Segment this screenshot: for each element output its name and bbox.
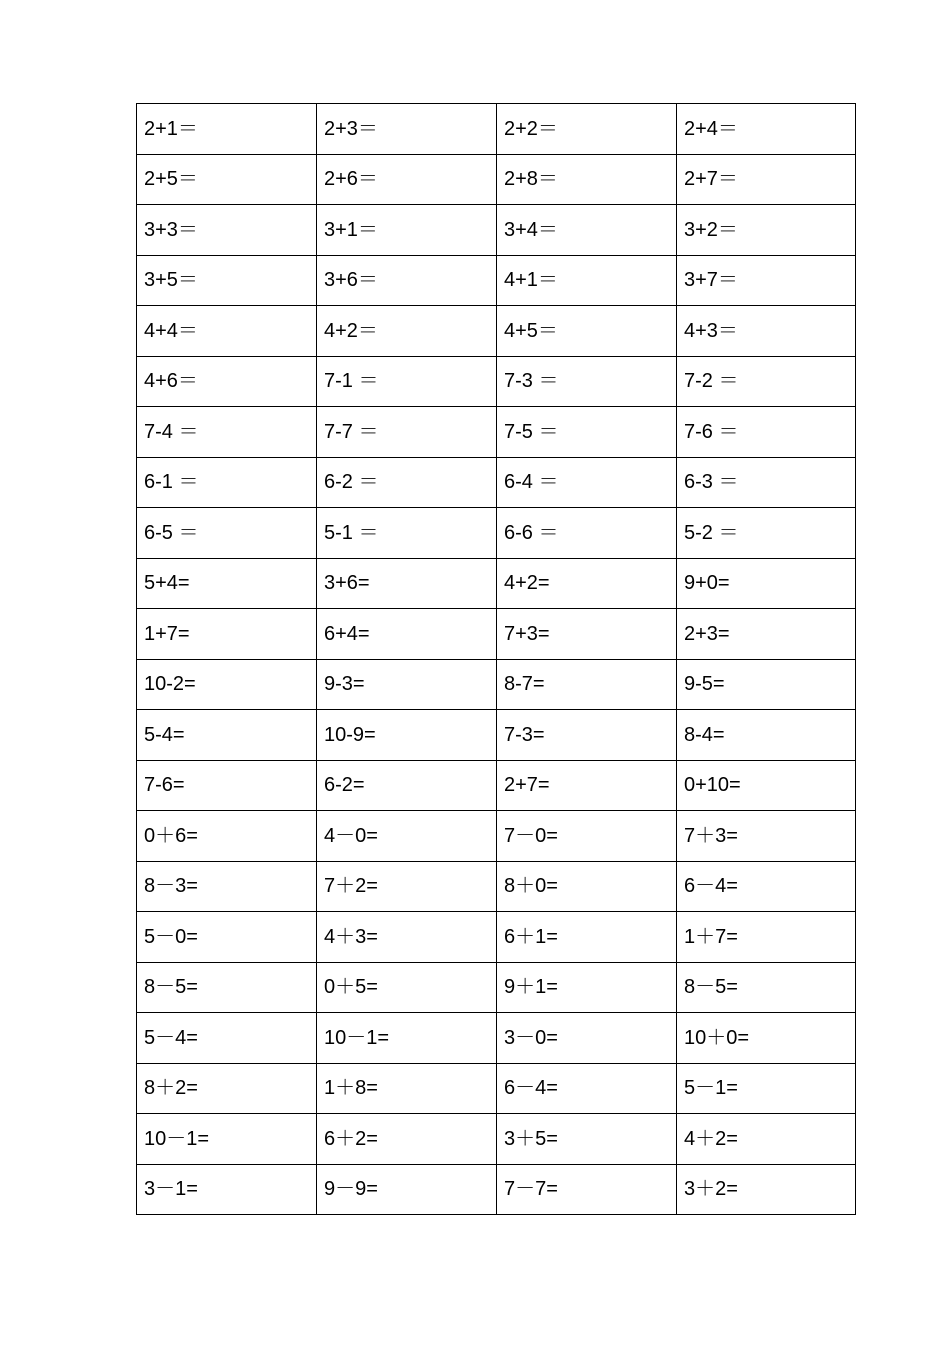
problem-cell: 3＋5= — [497, 1114, 677, 1165]
problem-cell: 2+2＝ — [497, 104, 677, 155]
problem-cell: 3+1＝ — [317, 205, 497, 256]
problem-cell: 7-5 ＝ — [497, 407, 677, 458]
problem-cell: 6+4= — [317, 609, 497, 660]
table-row — [137, 1013, 856, 1064]
problem-cell: 0＋5= — [317, 962, 497, 1013]
problem-cell: 6-2= — [317, 760, 497, 811]
problem-cell: 8－5= — [137, 962, 317, 1013]
table-row — [137, 609, 856, 660]
problem-cell: 2+7＝ — [677, 154, 856, 205]
table-row — [137, 205, 856, 256]
table-row — [137, 306, 856, 357]
problem-cell: 2+1＝ — [137, 104, 317, 155]
table-row — [137, 356, 856, 407]
problem-cell: 5－1= — [677, 1063, 856, 1114]
problem-cell: 8－5= — [677, 962, 856, 1013]
problem-cell: 2+8＝ — [497, 154, 677, 205]
problem-cell: 5-4= — [137, 710, 317, 761]
table-row — [137, 659, 856, 710]
table-row — [137, 1164, 856, 1215]
problem-cell: 7＋2= — [317, 861, 497, 912]
problem-cell: 8-4= — [677, 710, 856, 761]
problem-cell: 9＋1= — [497, 962, 677, 1013]
problem-cell: 7-4 ＝ — [137, 407, 317, 458]
problem-cell: 6＋1= — [497, 912, 677, 963]
problem-cell: 7+3= — [497, 609, 677, 660]
problem-cell: 7-1 ＝ — [317, 356, 497, 407]
problem-cell: 7＋3= — [677, 811, 856, 862]
problem-cell: 9－9= — [317, 1164, 497, 1215]
table-row — [137, 457, 856, 508]
problem-cell: 7－0= — [497, 811, 677, 862]
problem-cell: 9-5= — [677, 659, 856, 710]
problem-cell: 10＋0= — [677, 1013, 856, 1064]
problem-cell: 3＋2= — [677, 1164, 856, 1215]
problem-cell: 1+7= — [137, 609, 317, 660]
problem-cell: 7-7 ＝ — [317, 407, 497, 458]
problem-cell: 4－0= — [317, 811, 497, 862]
problem-cell: 2+3= — [677, 609, 856, 660]
problem-cell: 3+6= — [317, 558, 497, 609]
problem-cell: 6－4= — [497, 1063, 677, 1114]
problem-cell: 4+6＝ — [137, 356, 317, 407]
problem-cell: 7-6 ＝ — [677, 407, 856, 458]
problem-cell: 4+4＝ — [137, 306, 317, 357]
problem-cell: 7-6= — [137, 760, 317, 811]
table-row — [137, 558, 856, 609]
problem-cell: 8＋2= — [137, 1063, 317, 1114]
problem-cell: 3+5＝ — [137, 255, 317, 306]
problem-cell: 8＋0= — [497, 861, 677, 912]
problem-cell: 1＋8= — [317, 1063, 497, 1114]
problem-cell: 4+5＝ — [497, 306, 677, 357]
problem-cell: 2+5＝ — [137, 154, 317, 205]
problem-cell: 5-1 ＝ — [317, 508, 497, 559]
problem-cell: 4+2= — [497, 558, 677, 609]
table-row — [137, 104, 856, 155]
problem-cell: 4＋3= — [317, 912, 497, 963]
table-row — [137, 255, 856, 306]
problem-cell: 10-9= — [317, 710, 497, 761]
problem-cell: 9-3= — [317, 659, 497, 710]
table-row — [137, 760, 856, 811]
problem-cell: 6-1 ＝ — [137, 457, 317, 508]
problem-cell: 3+4＝ — [497, 205, 677, 256]
problem-cell: 4＋2= — [677, 1114, 856, 1165]
problem-cell: 2+4＝ — [677, 104, 856, 155]
table-row — [137, 1114, 856, 1165]
arithmetic-worksheet-table — [136, 103, 856, 1215]
table-row — [137, 710, 856, 761]
problem-cell: 6-5 ＝ — [137, 508, 317, 559]
problem-cell: 6＋2= — [317, 1114, 497, 1165]
problem-cell: 7-2 ＝ — [677, 356, 856, 407]
table-row — [137, 508, 856, 559]
problem-cell: 0＋6= — [137, 811, 317, 862]
problem-cell: 0+10= — [677, 760, 856, 811]
table-row — [137, 912, 856, 963]
problem-cell: 2+7= — [497, 760, 677, 811]
problem-cell: 10－1= — [317, 1013, 497, 1064]
problem-cell: 5－4= — [137, 1013, 317, 1064]
problem-cell: 5－0= — [137, 912, 317, 963]
problem-cell: 8-7= — [497, 659, 677, 710]
problem-cell: 4+3＝ — [677, 306, 856, 357]
problem-cell: 10-2= — [137, 659, 317, 710]
problem-cell: 4+1＝ — [497, 255, 677, 306]
problem-cell: 7-3 ＝ — [497, 356, 677, 407]
problem-cell: 3+2＝ — [677, 205, 856, 256]
problem-cell: 2+3＝ — [317, 104, 497, 155]
problem-cell: 10－1= — [137, 1114, 317, 1165]
problem-cell: 1＋7= — [677, 912, 856, 963]
problem-cell: 7-3= — [497, 710, 677, 761]
table-row — [137, 962, 856, 1013]
problem-cell: 7－7= — [497, 1164, 677, 1215]
problem-cell: 6-4 ＝ — [497, 457, 677, 508]
problem-cell: 3－1= — [137, 1164, 317, 1215]
problem-cell: 5+4= — [137, 558, 317, 609]
problem-cell: 3－0= — [497, 1013, 677, 1064]
problem-cell: 3+6＝ — [317, 255, 497, 306]
problem-cell: 3+3＝ — [137, 205, 317, 256]
problem-cell: 6－4= — [677, 861, 856, 912]
problem-cell: 2+6＝ — [317, 154, 497, 205]
problem-cell: 8－3= — [137, 861, 317, 912]
problem-cell: 6-3 ＝ — [677, 457, 856, 508]
problem-cell: 3+7＝ — [677, 255, 856, 306]
table-row — [137, 861, 856, 912]
problem-cell: 6-6 ＝ — [497, 508, 677, 559]
table-row — [137, 1063, 856, 1114]
table-row — [137, 811, 856, 862]
problem-cell: 6-2 ＝ — [317, 457, 497, 508]
worksheet-page — [136, 103, 855, 1215]
problem-cell: 5-2 ＝ — [677, 508, 856, 559]
problem-cell: 9+0= — [677, 558, 856, 609]
problem-cell: 4+2＝ — [317, 306, 497, 357]
table-row — [137, 407, 856, 458]
table-row — [137, 154, 856, 205]
